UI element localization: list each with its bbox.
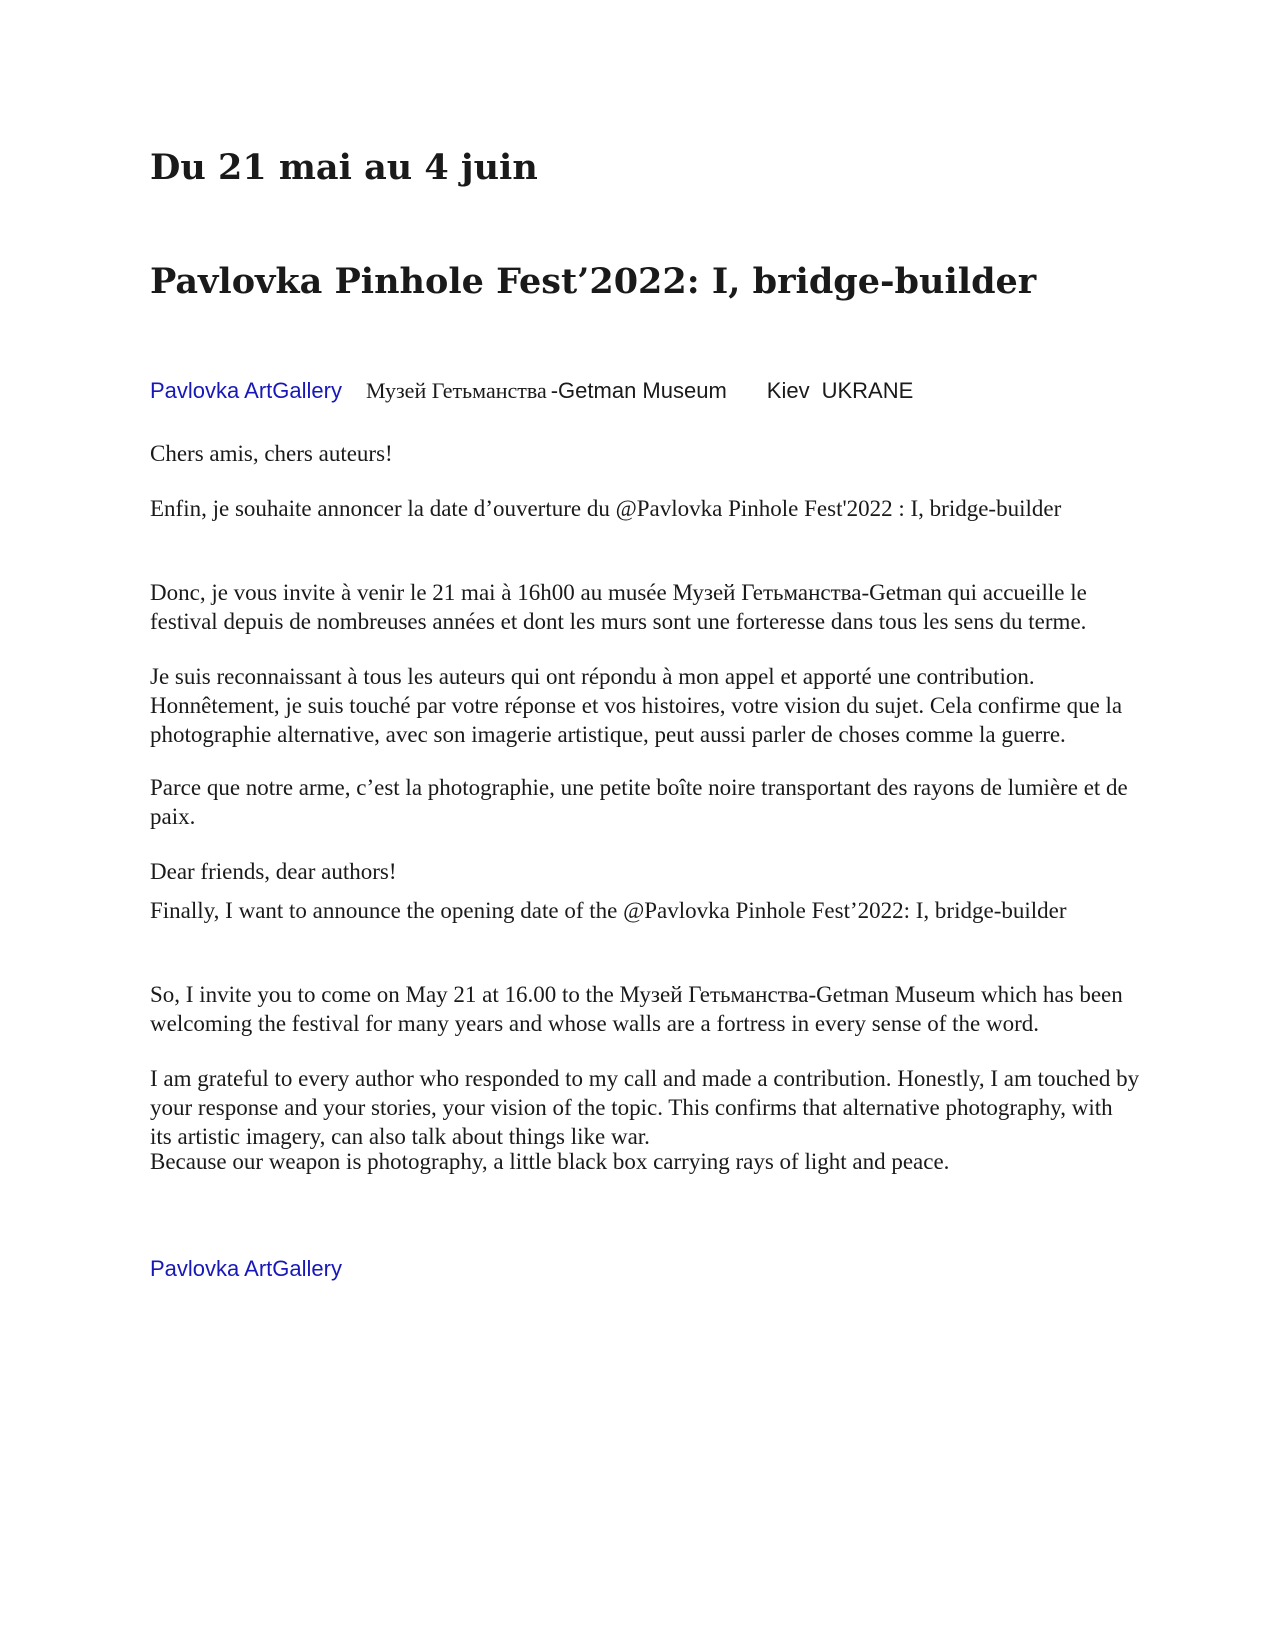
festival-title: Pavlovka Pinhole Fest’2022: I, bridge-builder <box>150 261 1037 302</box>
french-gratitude: Je suis reconnaissant à tous les auteurs qui ont répondu à mon appel et apporté une contribution. Honnêtement, je suis touché par votre réponse et vos histoires, votre vision du sujet. Cela confirme que la photographie alternative, avec son imagerie artistique, peut aussi parler de choses comme la guerre. <box>150 664 1123 747</box>
english-invitation: So, I invite you to come on May 21 at 16.00 to the Музей Гетьманства-Getman Museum which has been welcoming the festival for many years and whose walls are a fortress in every sense of the word. <box>150 982 1123 1036</box>
english-announcement: Finally, I want to announce the opening date of the @Pavlovka Pinhole Fest’2022: I, bridge-builder <box>150 898 1067 923</box>
english-closing: Because our weapon is photography, a little black box carrying rays of light and peace. <box>150 1149 950 1174</box>
museum-name-latin: -Getman Museum <box>550 378 727 403</box>
date-heading: Du 21 mai au 4 juin <box>150 147 538 188</box>
gallery-link[interactable]: Pavlovka ArtGallery <box>150 378 342 403</box>
english-greeting: Dear friends, dear authors! <box>150 859 397 884</box>
city-name: Kiev <box>766 378 810 403</box>
museum-name-cyrillic: Музей Гетьманства <box>365 378 547 403</box>
country-name: UKRANE <box>821 378 914 403</box>
english-gratitude: I am grateful to every author who responded to my call and made a contribution. Honestly, I am touched by your response and your stories, your vision of the topic. This confirms that alternative photography, with its artistic imagery, can also talk about things like war. <box>150 1066 1140 1149</box>
french-greeting: Chers amis, chers auteurs! <box>150 441 393 466</box>
footer-gallery-link[interactable]: Pavlovka ArtGallery <box>150 1256 342 1281</box>
document-page <box>150 0 1140 1650</box>
french-closing: Parce que notre arme, c’est la photographie, une petite boîte noire transportant des rayons de lumière et de paix. <box>150 775 1128 829</box>
venue-line <box>150 376 913 406</box>
french-announcement: Enfin, je souhaite annoncer la date d’ouverture du @Pavlovka Pinhole Fest'2022 : I, bridge-builder <box>150 496 1062 521</box>
french-invitation: Donc, je vous invite à venir le 21 mai à 16h00 au musée Музей Гетьманства-Getman qui accueille le festival depuis de nombreuses années et dont les murs sont une forteresse dans tous les sens du terme. <box>150 580 1087 634</box>
